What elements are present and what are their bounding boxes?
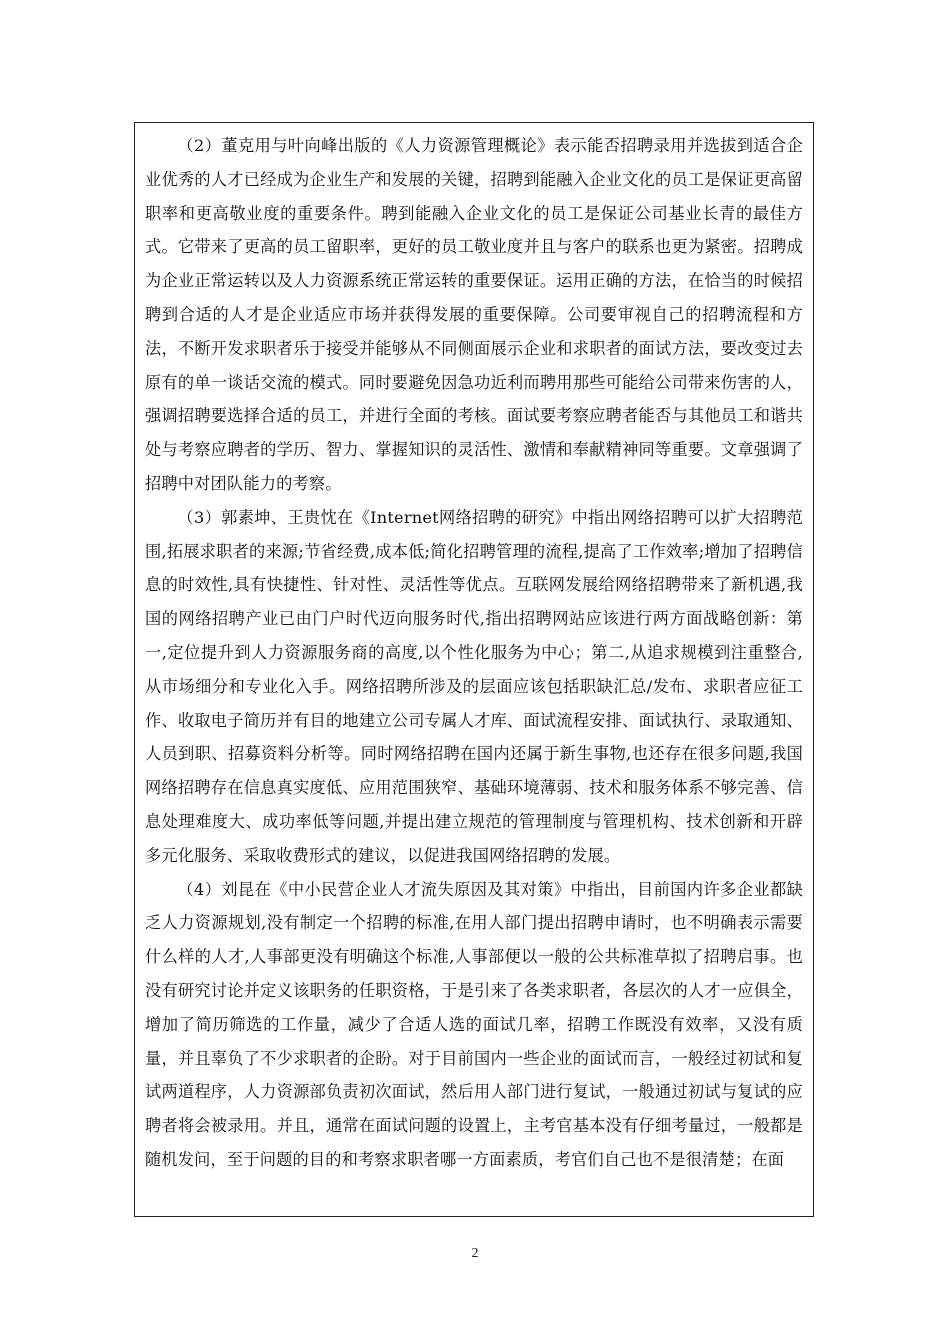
text-frame [134,122,814,1217]
paragraph-2: （2）董克用与叶向峰出版的《人力资源管理概论》表示能否招聘录用并选拔到适合企业优秀的人才已经成为企业生产和发展的关键，招聘到能融入企业文化的员工是保证更高留职率和更高敬业度的重要条件。聘到能融入企业文化的员工是保证公司基业长青的最佳方式。它带来了更高的员工留职率，更好的员工敬业度并且与客户的联系也更为紧密。招聘成为企业正常运转以及人力资源系统正常运转的重要保证。运用正确的方法，在恰当的时候招聘到合适的人才是企业适应市场并获得发展的重要保障。公司要审视自己的招聘流程和方法，不断开发求职者乐于接受并能够从不同侧面展示企业和求职者的面试方法，要改变过去原有的单一谈话交流的模式。同时要避免因急功近利而聘用那些可能给公司带来伤害的人，强调招聘要选择合适的员工，并进行全面的考核。面试要考察应聘者能否与其他员工和谐共处与考察应聘者的学历、智力、掌握知识的灵活性、激情和奉献精神同等重要。文章强调了招聘中对团队能力的考察。 [145,136,803,493]
paragraph-3: （3）郭素坤、王贵忱在《Internet网络招聘的研究》中指出网络招聘可以扩大招聘范围,拓展求职者的来源;节省经费,成本低;简化招聘管理的流程,提高了工作效率;增加了招聘信息的时效性,具有快捷性、针对性、灵活性等优点。互联网发展给网络招聘带来了新机遇,我国的网络招聘产业已由门户时代迈向服务时代,指出招聘网站应该进行两方面战略创新：第一,定位提升到人力资源服务商的高度,以个性化服务为中心；第二,从追求规模到注重整合,从市场细分和专业化入手。网络招聘所涉及的层面应该包括职缺汇总/发布、求职者应征工作、收取电子简历并有目的地建立公司专属人才库、面试流程安排、面试执行、录取通知、人员到职、招募资料分析等。同时网络招聘在国内还属于新生事物,也还存在很多问题,我国网络招聘存在信息真实度低、应用范围狭窄、基础环境薄弱、技术和服务体系不够完善、信息处理难度大、成功率低等问题,并提出建立规范的管理制度与管理机构、技术创新和开辟多元化服务、采取收费形式的建议，以促进我国网络招聘的发展。 [145,507,803,865]
paragraph-4: （4）刘昆在《中小民营企业人才流失原因及其对策》中指出，目前国内许多企业都缺乏人力资源规划,没有制定一个招聘的标准,在用人部门提出招聘申请时，也不明确表示需要什么样的人才,人事部更没有明确这个标准,人事部便以一般的公共标准草拟了招聘启事。也没有研究讨论并定义该职务的任职资格，于是引来了各类求职者，各层次的人才一应俱全，增加了简历筛选的工作量，减少了合适人选的面试几率，招聘工作既没有效率，又没有质量，并且辜负了不少求职者的企盼。对于目前国内一些企业的面试而言，一般经过初试和复试两道程序，人力资源部负责初次面试，然后用人部门进行复试，一般通过初试与复试的应聘者将会被录用。并且，通常在面试问题的设置上，主考官基本没有仔细考量过，一般都是随机发问，至于问题的目的和考察求职者哪一方面素质，考官们自己也不是很清楚；在面 [145,879,803,1169]
page-number: 2 [471,1246,479,1261]
document-body [145,129,803,1177]
